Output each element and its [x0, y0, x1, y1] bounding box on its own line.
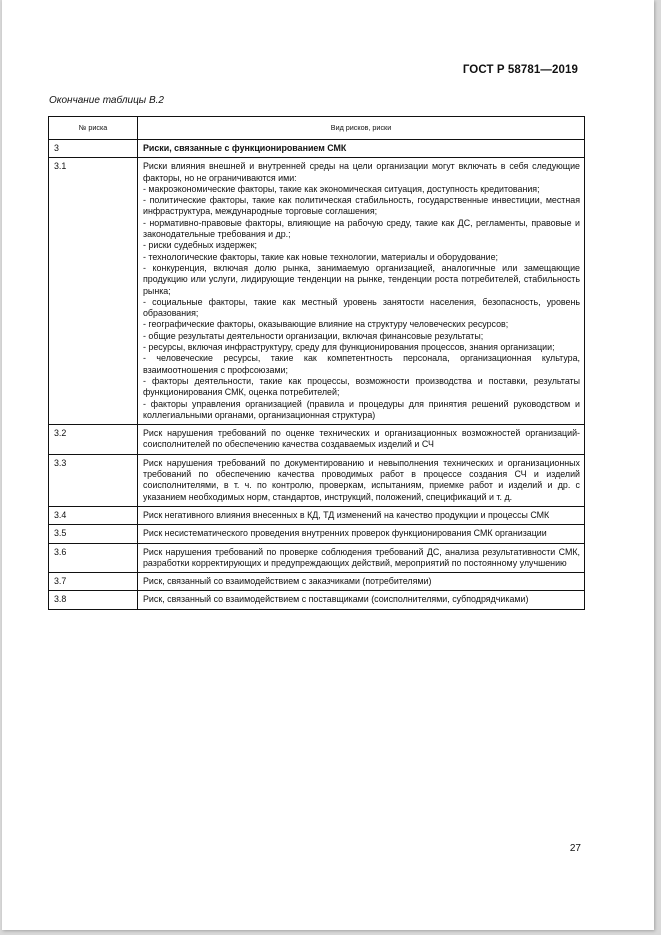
risk-number: 3.8 — [49, 591, 138, 609]
risk-factor-line: - ресурсы, включая инфраструктуру, среду для функционирования процессов, знания организации; — [143, 342, 555, 353]
table-row — [49, 158, 585, 425]
column-header-risk-number: № риска — [49, 117, 138, 140]
table-row — [49, 425, 585, 455]
risk-factor-line: - макроэкономические факторы, такие как экономическая ситуация, доступность кредитования; — [143, 183, 540, 194]
risk-number: 3.2 — [49, 425, 138, 455]
risk-table — [48, 116, 585, 610]
risk-factor-line: - человеческие ресурсы, такие как компетентность персонала, организационная культура, взаимоотношения с профсоюзами; — [143, 353, 580, 375]
table-row — [49, 573, 585, 591]
risk-factor-line: - факторы деятельности, такие как процессы, возможности производства и поставки, результаты функционирования СМК, оценка потребителей; — [143, 375, 580, 398]
risk-number: 3 — [49, 140, 138, 158]
risk-factor-line: - факторы управления организацией (правила и процедуры для принятия решений руководством и коллегиальными органами, организационная структура) — [143, 398, 580, 420]
risk-number: 3.7 — [49, 573, 138, 591]
table-row — [49, 543, 585, 573]
risk-number: 3.1 — [49, 158, 138, 425]
page-number: 27 — [569, 843, 581, 854]
risk-description: Риск нарушения требований по документированию и невыполнения технических и организационных требований по обеспечению качества проводимых работ в процессе создания СЧ и изделий соисполнителями, в т. ч. по контролю, проверкам, испытаниям, приемке работ и изделий и др. с указанием необходимых норм, стандартов, инструкций, положений, спецификаций и т. д. — [138, 454, 585, 506]
risk-number: 3.5 — [49, 525, 138, 543]
risk-number: 3.6 — [49, 543, 138, 573]
column-header-risk-type: Вид рисков, риски — [138, 117, 585, 140]
table-row — [49, 525, 585, 543]
table-caption: Окончание таблицы В.2 — [49, 95, 164, 106]
risk-description: Риск нарушения требований по оценке технических и организационных возможностей организаций-соисполнителей по обеспечению качества создаваемых изделий и СЧ — [138, 425, 585, 455]
risk-description: Риск нарушения требований по проверке соблюдения требований ДС, анализа результативности СМК, разработки корректирующих и предупреждающих действий, мероприятий по постоянному улучшению — [138, 543, 585, 573]
table-row — [49, 506, 585, 524]
risk-factor-line: - риски судебных издержек; — [143, 240, 258, 251]
risk-number: 3.4 — [49, 506, 138, 524]
risk-factor-line: - конкуренция, включая долю рынка, занимаемую организацией, аналогичные или замещающие продукцию или услуги, лидирующие тенденции на рынке, тенденции роста потребителей, стабильность рынка; — [143, 262, 580, 296]
table-row — [49, 140, 585, 158]
risk-description: Риски, связанные с функционированием СМК — [138, 140, 585, 158]
risk-description: Риск, связанный со взаимодействием с заказчиками (потребителями) — [138, 573, 585, 591]
document-page — [2, 0, 654, 930]
table-row — [49, 591, 585, 609]
risk-factor-line: - политические факторы, такие как политическая стабильность, государственные инвестиции, местная инфраструктура, международные торговые соглашения; — [143, 195, 580, 217]
risk-description — [138, 158, 585, 425]
standard-designation: ГОСТ Р 58781—2019 — [462, 64, 578, 76]
table-row — [49, 454, 585, 506]
risk-factor-line: Риски влияния внешней и внутренней среды на цели организации могут включать в себя следующие факторы, но не ограничиваются ими: — [143, 161, 580, 183]
risk-factor-line: - технологические факторы, такие как новые технологии, материалы и оборудование; — [143, 251, 499, 262]
risk-description: Риск негативного влияния внесенных в КД, ТД изменений на качество продукции и процессы СМК — [138, 506, 585, 524]
risk-factor-line: - социальные факторы, такие как местный уровень занятости населения, безопасность, уровень образования; — [143, 296, 580, 319]
risk-factor-line: - нормативно-правовые факторы, влияющие на рабочую среду, такие как ДС, регламенты, правовые и законодательные требования и др.; — [143, 217, 580, 240]
risk-number: 3.3 — [49, 454, 138, 506]
table-header-row — [49, 117, 585, 140]
risk-factor-line: - географические факторы, оказывающие влияние на структуру человеческих ресурсов; — [143, 319, 509, 330]
risk-description: Риск несистематического проведения внутренних проверок функционирования СМК организации — [138, 525, 585, 543]
risk-description: Риск, связанный со взаимодействием с поставщиками (соисполнителями, субподрядчиками) — [138, 591, 585, 609]
risk-factor-line: - общие результаты деятельности организации, включая финансовые результаты; — [143, 330, 484, 341]
